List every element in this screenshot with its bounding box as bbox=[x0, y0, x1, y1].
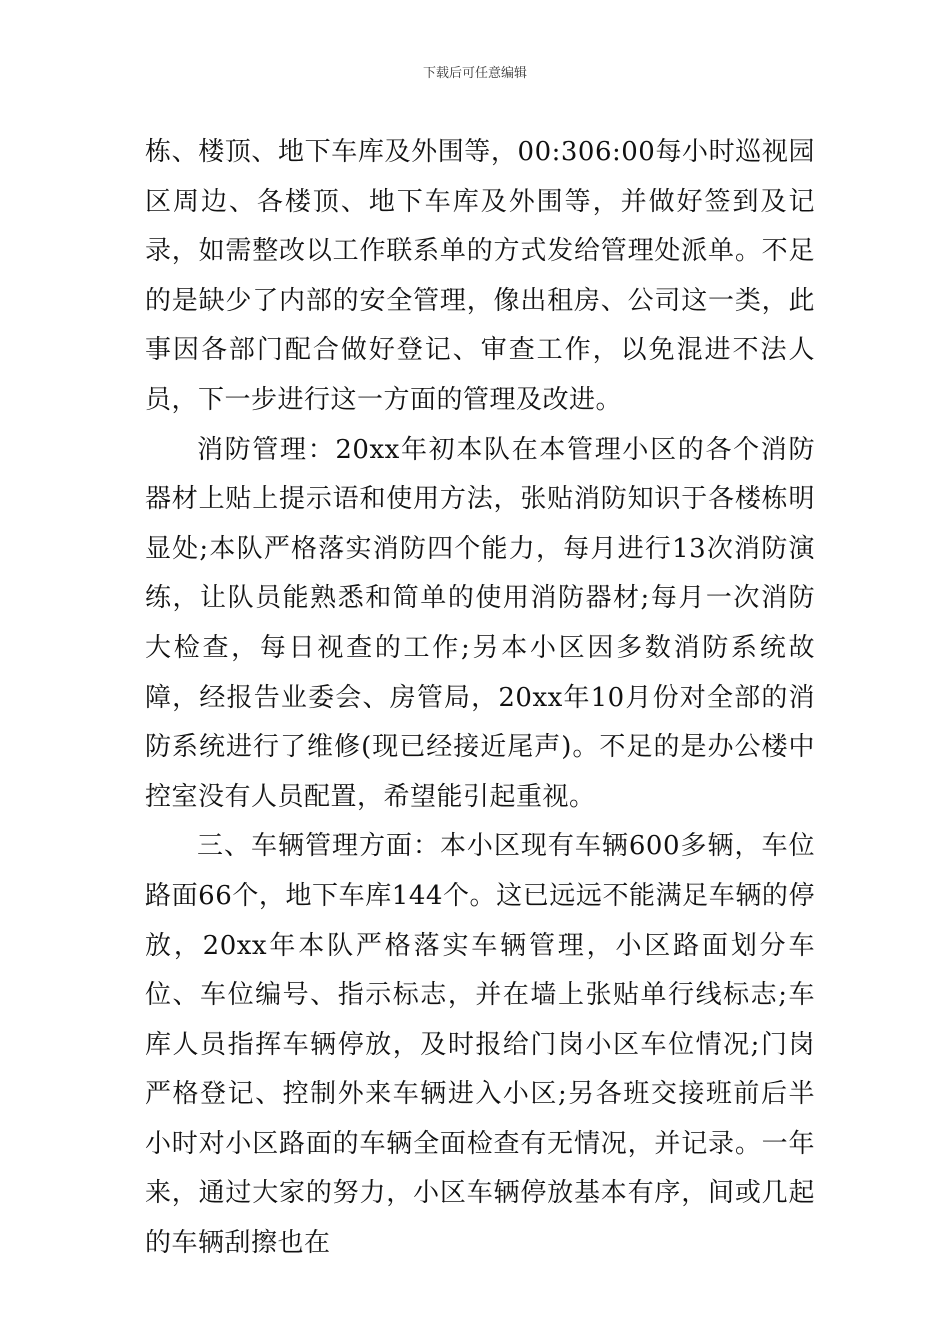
document-body bbox=[145, 128, 815, 1269]
paragraph-vehicle-management: 三、车辆管理方面：本小区现有车辆600多辆，车位路面66个，地下车库144个。这已远远不能满足车辆的停放，20xx年本队严格落实车辆管理，小区路面划分车位、车位编号、指示标志，并在墙上张贴单行线标志;车库人员指挥车辆停放，及时报给门岗小区车位情况;门岗严格登记、控制外来车辆进入小区;另各班交接班前后半小时对小区路面的车辆全面检查有无情况，并记录。一年来，通过大家的努力，小区车辆停放基本有序，间或几起的车辆刮擦也在 bbox=[145, 831, 815, 1259]
paragraph-fire-management: 消防管理：20xx年初本队在本管理小区的各个消防器材上贴上提示语和使用方法，张贴消防知识于各楼栋明显处;本队严格落实消防四个能力，每月进行13次消防演练，让队员能熟悉和简单的使用消防器材;每月一次消防大检查，每日视查的工作;另本小区因多数消防系统故障，经报告业委会、房管局，20xx年10月份对全部的消防系统进行了维修(现已经接近尾声)。不足的是办公楼中控室没有人员配置，希望能引起重视。 bbox=[145, 434, 815, 812]
page-header: 下载后可任意编辑 bbox=[422, 66, 527, 81]
paragraph-security-patrol: 栋、楼顶、地下车库及外围等，00:306:00每小时巡视园区周边、各楼顶、地下车库及外围等，并做好签到及记录，如需整改以工作联系单的方式发给管理处派单。不足的是缺少了内部的安全管理，像出租房、公司这一类，此事因各部门配合做好登记、审查工作，以免混进不法人员，下一步进行这一方面的管理及改进。 bbox=[145, 137, 815, 415]
